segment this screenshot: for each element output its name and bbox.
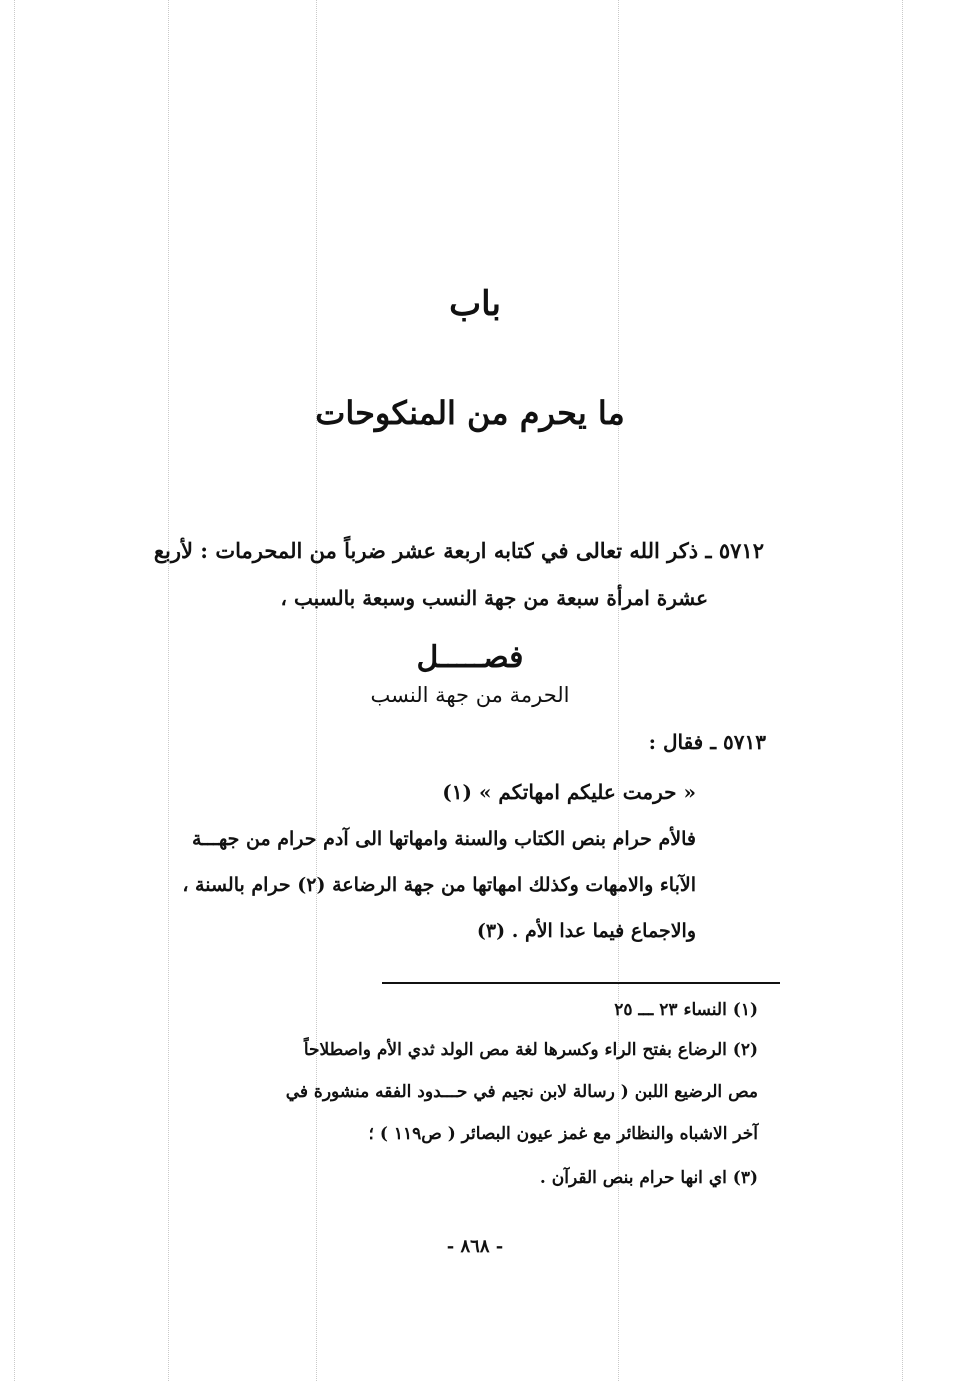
scan-artifact-line [316,0,317,1381]
scan-artifact-line [14,0,15,1381]
section-subheading: الحرمة من جهة النسب [370,683,570,707]
scan-artifact-line [902,0,903,1381]
chapter-label: باب [449,284,501,324]
scan-artifact-line [168,0,169,1381]
quran-quote: « حرمت عليكم امهاتكم » (١) [442,780,696,804]
chapter-title: ما يحرم من المنكوحات [315,394,625,432]
body-line: فالأم حرام بنص الكتاب والسنة وامهاتها الى آدم حرام من جهـــة [192,828,696,850]
footnote-1: (١) النساء ٢٣ ـــ ٢٥ [614,1000,758,1020]
page-number: - ٨٦٨ - [446,1236,504,1257]
footnote-2-continued: آخر الاشباه والنظائر مع غمز عيون البصائر ( ص١١٩ ) ؛ [368,1124,758,1144]
footnote-divider [382,982,780,984]
footnote-2-continued: مص الرضيع اللبن ( رسالة لابن نجيم في حـــدود الفقه منشورة في [285,1082,758,1102]
paragraph-5712-line-2: عشرة امرأة سبعة من جهة النسب وسبعة بالسبب ، [280,586,708,610]
paragraph-5713-label: ٥٧١٣ ـ فقال : [648,730,766,754]
footnote-2: (٢) الرضاع بفتح الراء وكسرها لغة مص الولد ثدي الأم واصطلاحاً [303,1040,758,1060]
body-line: الآباء والامهات وكذلك امهاتها من جهة الرضاعة (٢) حرام بالسنة ، [182,874,696,896]
body-line: والاجماع فيما عدا الأم . (٣) [476,920,696,942]
footnote-3: (٣) اي انها حرام بنص القرآن . [539,1168,758,1188]
paragraph-5712-line-1: ٥٧١٢ ـ ذكر الله تعالى في كتابه اربعة عشر ضرباً من المحرمات : لأربع [153,538,764,563]
section-heading: فصـــــل [416,640,524,675]
